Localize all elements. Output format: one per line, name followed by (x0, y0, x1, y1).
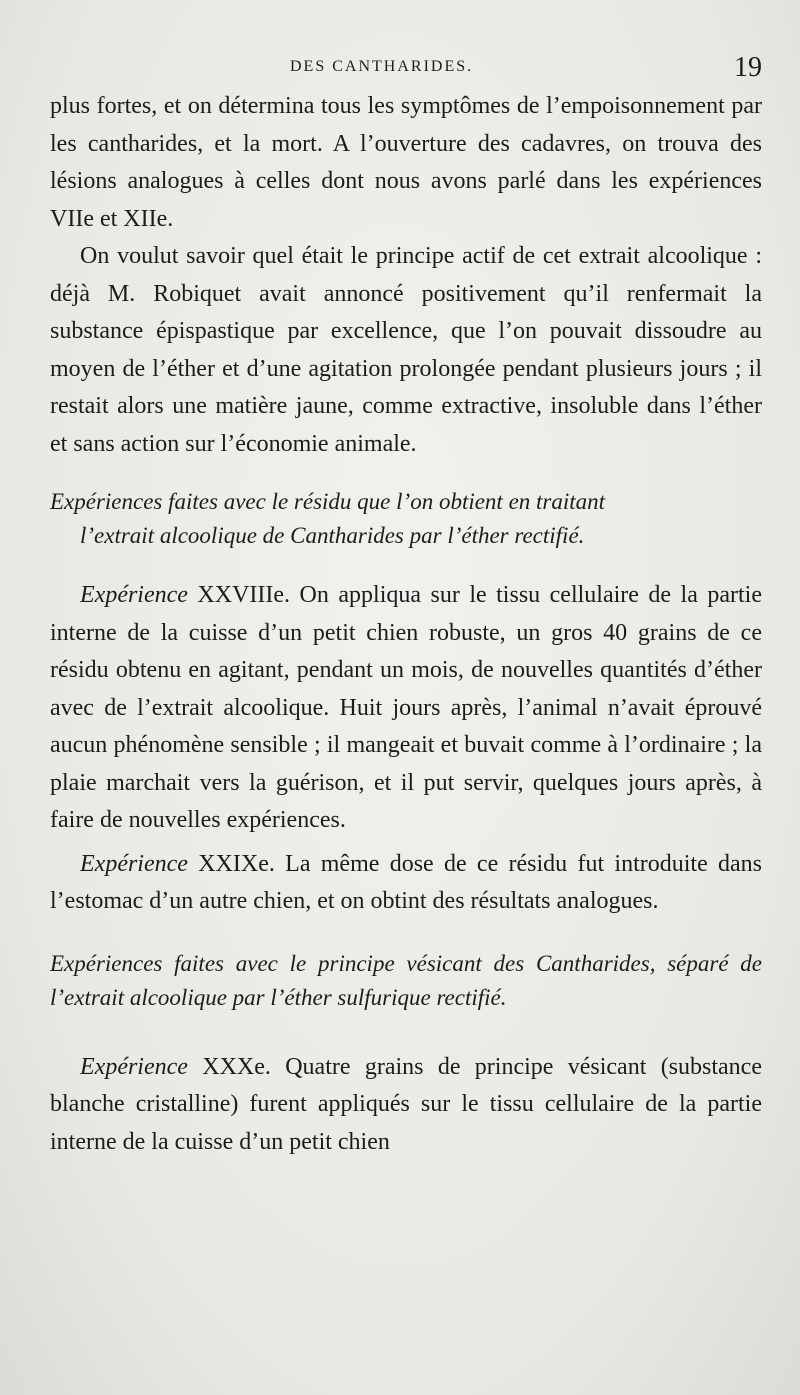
section-heading-residue (50, 485, 762, 553)
section-heading-residue-line1: Expériences faites avec le résidu que l’on obtient en traitant (50, 489, 606, 514)
experiment-30-number: XXXe. (187, 1053, 271, 1080)
experiment-28 (50, 577, 762, 840)
paragraph-continued: plus fortes, et on détermina tous les symptômes de l’empoisonnement par les cantharides, et la mort. A l’ouverture des cadavres, on trouva des lésions analogues à celles dont nous avons parlé dans les expériences VIIe et XIIe. (50, 93, 762, 232)
experiment-28-number: XXVIIIe. (187, 582, 291, 608)
paragraph-active-principle: On voulut savoir quel était le principe actif de cet extrait alcoolique : déjà M. Robiquet avait annoncé positivement qu’il renfermait la substance épispastique par excellence, que l’on pouvait dissoudre au moyen de l’éther et d’une agitation prolongée pendant plusieurs jours ; il restait alors une matière jaune, comme extractive, insoluble dans l’éther et sans action sur l’économie animale. (50, 243, 762, 457)
experiment-29-text: La même dose de ce résidu fut introduite dans l’estomac d’un autre chien, et on obtint des résultats analogues. (50, 850, 762, 914)
experiment-29-number: XXIXe. (187, 850, 275, 877)
experiment-28-text: On appliqua sur le tissu cellulaire de la partie interne de la cuisse d’un petit chien robuste, un gros 40 grains de ce résidu obtenu en agitant, pendant un mois, de nouvelles quantités d’éther avec de l’extrait alcoolique. Huit jours après, l’animal n’avait éprouvé aucun phénomène sensible ; il mangeait et buvait comme à l’ordinaire ; la plaie marchait vers la guérison, et il put servir, quelques jours après, à faire de nouvelles expériences. (50, 582, 762, 833)
body-text (50, 88, 762, 1161)
experiment-28-label: Expérience (80, 582, 188, 608)
section-heading-vesicant (50, 947, 762, 1015)
experiment-29 (50, 846, 762, 921)
experiment-30-text: Quatre grains de principe vésicant (substance blanche cristalline) furent appliqués sur le tissu cellulaire de la partie interne de la cuisse d’un petit chien (50, 1053, 762, 1155)
page-header (50, 52, 762, 88)
experiment-29-label: Expérience (80, 850, 188, 877)
section-heading-vesicant-text: Expériences faites avec le principe vésicant des Cantharides, séparé de l’extrait alcoolique par l’éther sulfurique rectifié. (50, 950, 762, 1010)
experiment-30 (50, 1049, 762, 1162)
page-number: 19 (734, 52, 762, 83)
running-head: DES CANTHARIDES. (290, 58, 474, 75)
experiment-30-label: Expérience (80, 1053, 188, 1080)
section-heading-residue-line2: l’extrait alcoolique de Cantharides par l’éther rectifié. (80, 523, 585, 548)
